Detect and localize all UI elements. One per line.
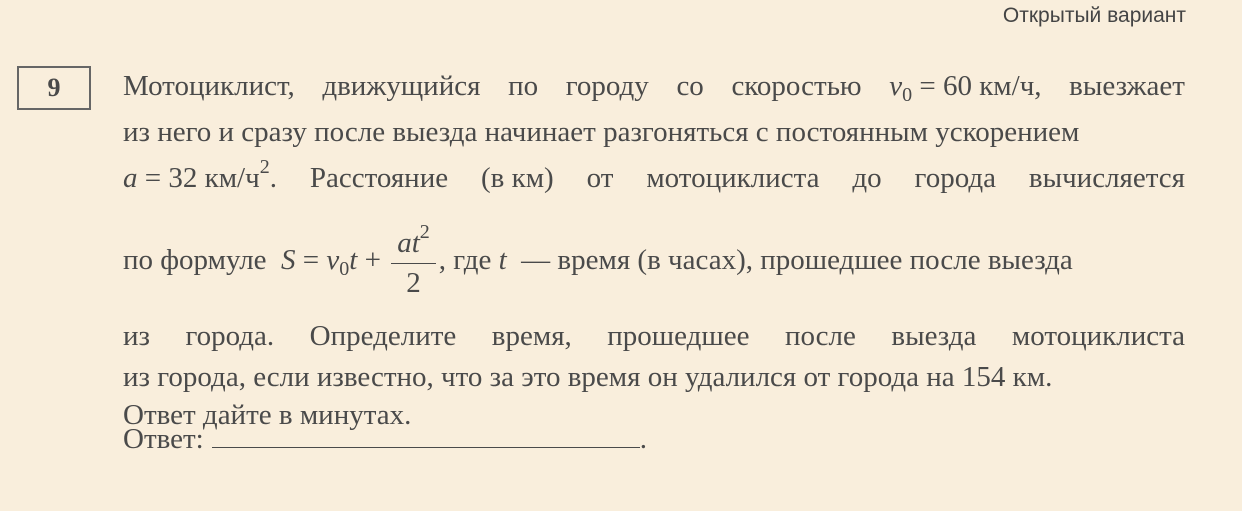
task-line-5	[123, 313, 1185, 359]
word: со	[676, 70, 704, 102]
task-line-1	[123, 63, 1185, 109]
answer-row	[123, 417, 647, 459]
equals-sign: =	[302, 244, 320, 277]
task-text	[123, 63, 1185, 435]
word: мотоциклиста	[646, 162, 820, 194]
word: скоростью	[731, 70, 862, 102]
answer-label: Ответ:	[123, 423, 204, 455]
task-line-2: из него и сразу после выезда начинает разгоняться с постоянным ускорением	[123, 116, 1080, 148]
fraction-denominator: 2	[406, 267, 421, 299]
word: выезда	[891, 320, 977, 352]
task-line-7: Ответ дайте в минутах.	[123, 399, 412, 431]
acceleration-formula: a = 32 $км/ч^2$.	[123, 156, 277, 194]
formula-row	[123, 223, 1073, 302]
plus-sign: +	[364, 244, 381, 277]
fraction-numerator: $at^2$	[391, 223, 436, 264]
var-t: t	[498, 244, 507, 277]
word: движущийся	[322, 70, 481, 102]
word: до	[852, 162, 882, 194]
answer-field[interactable]	[212, 417, 640, 448]
word: из	[123, 320, 150, 352]
speed-formula: $v_0 = 60$ км/ч,	[889, 70, 1042, 106]
task-number: 9	[17, 66, 91, 110]
word: по	[508, 70, 539, 102]
fraction	[391, 223, 436, 302]
formula-suffix: — время (в часах), прошедшее после выезда	[521, 244, 1073, 277]
word: Мотоциклист,	[123, 70, 295, 102]
task-line-3	[123, 155, 1185, 201]
var-t: t	[349, 244, 358, 277]
word: выезжает	[1069, 70, 1185, 102]
task-line-6: из города, если известно, что за это время он удалился от города на 154 км.	[123, 361, 1053, 393]
word: вычисляется	[1028, 162, 1185, 194]
word: после	[784, 320, 856, 352]
variant-label: Открытый вариант	[1002, 4, 1186, 27]
task-line-4	[123, 201, 1185, 313]
formula-prefix: по формуле	[123, 244, 267, 277]
var-s: S	[281, 244, 296, 277]
formula-mid: , где	[438, 244, 492, 277]
word: мотоциклиста	[1011, 320, 1185, 352]
word: время,	[491, 320, 572, 352]
word: от	[586, 162, 614, 194]
word: прошедшее	[607, 320, 750, 352]
word: (в км)	[481, 162, 554, 194]
word: Расстояние	[309, 162, 449, 194]
var-v: v	[326, 244, 340, 277]
word: города	[914, 162, 997, 194]
answer-period: .	[639, 423, 647, 455]
var-v-sub: 0	[339, 258, 350, 281]
word: городу	[565, 70, 649, 102]
word: Определите	[309, 320, 457, 352]
word: города.	[185, 320, 275, 352]
